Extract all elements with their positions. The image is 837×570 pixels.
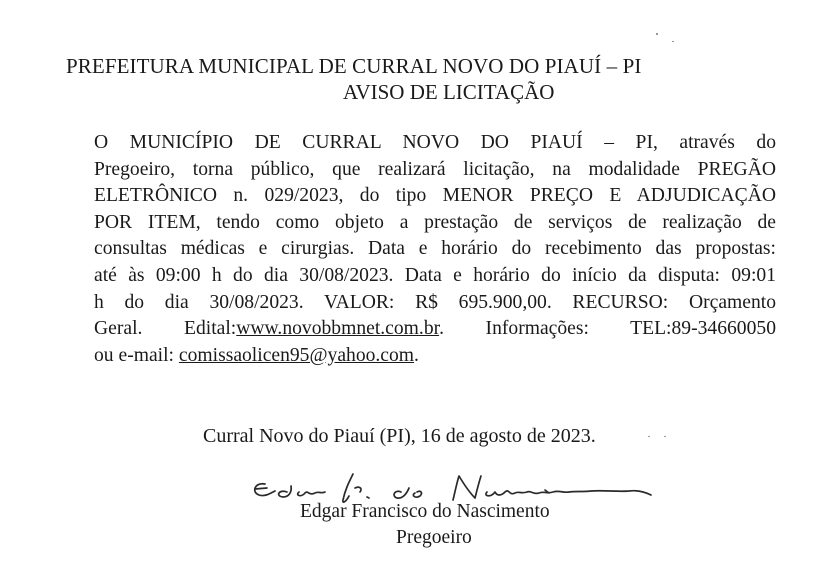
body-line-8 (94, 316, 776, 343)
body-line-1: O MUNICÍPIO DE CURRAL NOVO DO PIAUÍ – PI, através do (94, 132, 776, 153)
edital-label: Geral. Edital: (94, 318, 237, 340)
header-prefeitura: PREFEITURA MUNICIPAL DE CURRAL NOVO DO PIAUÍ – PI (66, 54, 642, 78)
header-aviso: AVISO DE LICITAÇÃO (343, 80, 555, 104)
body-line-9 (94, 343, 776, 370)
edital-link[interactable]: www.novobbmnet.com.br (236, 318, 440, 340)
body-line-7: h do dia 30/08/2023. VALOR: R$ 695.900,00. RECURSO: Orçamento (94, 291, 776, 313)
scan-speck (656, 33, 658, 35)
scan-speck (664, 436, 666, 437)
body-line-3: ELETRÔNICO n. 029/2023, do tipo MENOR PREÇO E ADJUDICAÇÃO (94, 185, 776, 207)
email-label: ou e-mail: (94, 344, 179, 366)
info-phone: . Informações: TEL:89-34660050 (439, 318, 776, 340)
scan-speck (648, 436, 650, 437)
body-line-5: consultas médicas e cirurgias. Data e horário do recebimento das propostas: (94, 238, 776, 260)
email-period: . (414, 344, 419, 366)
place-date: Curral Novo do Piauí (PI), 16 de agosto de 2023. (203, 425, 596, 447)
signer-name: Edgar Francisco do Nascimento (300, 501, 550, 522)
scan-speck (672, 41, 674, 42)
body-line-6: até às 09:00 h do dia 30/08/2023. Data e horário do início da disputa: 09:01 (94, 264, 776, 286)
body-line-2: Pregoeiro, torna público, que realizará licitação, na modalidade PREGÃO (94, 158, 776, 180)
body-line-4: POR ITEM, tendo como objeto a prestação de serviços de realização de (94, 211, 776, 233)
notice-body (94, 130, 776, 369)
email-link[interactable]: comissaolicen95@yahoo.com (178, 344, 415, 366)
signer-role: Pregoeiro (396, 527, 472, 548)
